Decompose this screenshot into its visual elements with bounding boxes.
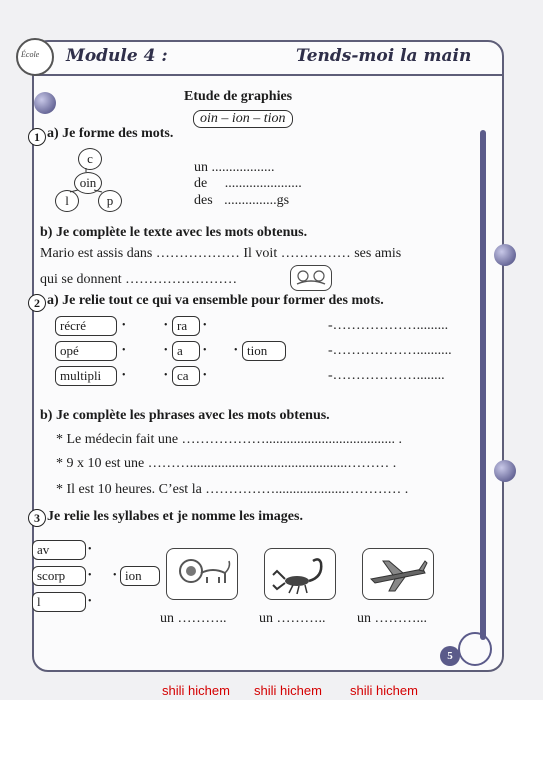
sentence-1[interactable]: * Le médecin fait une ………………..................................... . [56,432,403,447]
letter-l: l [55,190,79,212]
answer-line-2[interactable]: -……………….......... [328,343,452,358]
graphies-label: oin – ion – tion [193,110,293,128]
section-2a-task: a) Je relie tout ce qui va ensemble pour former des mots. [47,293,384,308]
answer-line-3[interactable]: -………………........ [328,368,445,383]
footer-credit-1: shili hichem [162,683,230,698]
form-line-3 [194,193,289,209]
syllable-scorp[interactable]: scorp [32,566,86,586]
syllable-a[interactable]: a [172,341,200,361]
section-3-number: 3 [28,509,46,527]
syllable-ion[interactable]: ion [120,566,160,586]
dot-mid-2-out[interactable]: • [203,345,207,356]
answer-line-1[interactable]: -………………......... [328,318,449,333]
section-2b-task: b) Je complète les phrases avec les mots obtenus. [40,408,330,423]
dot-s3-mid-in[interactable]: • [113,570,117,581]
dot-mid-2-in[interactable]: • [164,345,168,356]
page-number-ring [458,632,492,666]
section-2-number: 2 [28,294,46,312]
module-title: Tends-moi la main [296,46,472,66]
form-line-1-blank[interactable]: .................. [211,160,275,175]
dot-left-1[interactable]: • [122,320,126,331]
syllable-l[interactable]: l [32,592,86,612]
section-1b-text-line-2[interactable]: qui se donnent …………………… [40,272,238,287]
study-title: Etude de graphies [184,89,293,104]
dot-mid-3-out[interactable]: • [203,370,207,381]
decor-orb-right-lower [494,460,516,482]
letter-oin: oin [74,172,102,194]
image-scorpion[interactable] [264,548,336,600]
syllable-recre[interactable]: récré [55,316,117,336]
image-airplane[interactable] [362,548,434,600]
section-1a-task: a) Je forme des mots. [47,126,174,141]
footer-credit-2: shili hichem [254,683,322,698]
handshake-icon [291,266,331,290]
image-answer-3[interactable]: un ………... [357,611,427,626]
dot-left-2[interactable]: • [122,345,126,356]
decor-orb-top [34,92,56,114]
letter-connectors [60,160,120,196]
section-3-task: Je relie les syllabes et je nomme les images. [47,509,303,524]
handshake-image [290,265,332,291]
dot-left-3[interactable]: • [122,370,126,381]
scorpion-icon [265,549,335,599]
section-1b-text-line-1[interactable]: Mario est assis dans ……………… Il voit …………… ses amis [40,246,402,261]
syllable-multipli[interactable]: multipli [55,366,117,386]
form-line-1 [194,160,275,176]
form-line-3-prefix: des [194,193,213,208]
dot-s3-left-2[interactable]: • [88,570,92,581]
side-bar [480,130,486,640]
section-1-number: 1 [28,128,46,146]
dot-mid-1-out[interactable]: • [203,320,207,331]
airplane-icon [363,549,433,599]
syllable-ope[interactable]: opé [55,341,117,361]
form-line-2-blank[interactable]: ...................... [224,176,302,191]
dot-s3-left-3[interactable]: • [88,596,92,607]
sentence-2[interactable]: * 9 x 10 est une ……….............................................……… . [56,456,397,471]
dot-mid-3-in[interactable]: • [164,370,168,381]
syllable-ra[interactable]: ra [172,316,200,336]
dot-s3-left-1[interactable]: • [88,544,92,555]
form-line-2-prefix: de [194,176,208,191]
form-line-1-prefix: un [194,160,208,175]
module-label: Module 4 : [66,46,168,66]
decor-orb-right [494,244,516,266]
section-1b-task: b) Je complète le texte avec les mots obtenus. [40,225,308,240]
letter-c: c [78,148,102,170]
form-line-3-blank[interactable]: ...............gs [224,193,290,208]
image-lion[interactable] [166,548,238,600]
syllable-ca[interactable]: ca [172,366,200,386]
image-answer-1[interactable]: un ……….. [160,611,227,626]
lion-icon [167,549,237,599]
dot-mid-1-in[interactable]: • [164,320,168,331]
footer-credit-3: shili hichem [350,683,418,698]
school-logo [16,38,54,76]
logo-text: École [21,50,40,59]
form-line-2 [194,176,302,192]
syllable-tion[interactable]: tion [242,341,286,361]
page-number: 5 [440,646,460,666]
dot-right-in[interactable]: • [234,345,238,356]
letter-p: p [98,190,122,212]
syllable-av[interactable]: av [32,540,86,560]
image-answer-2[interactable]: un ……….. [259,611,326,626]
sentence-3[interactable]: * Il est 10 heures. C’est la ……………....................………… . [56,482,409,497]
